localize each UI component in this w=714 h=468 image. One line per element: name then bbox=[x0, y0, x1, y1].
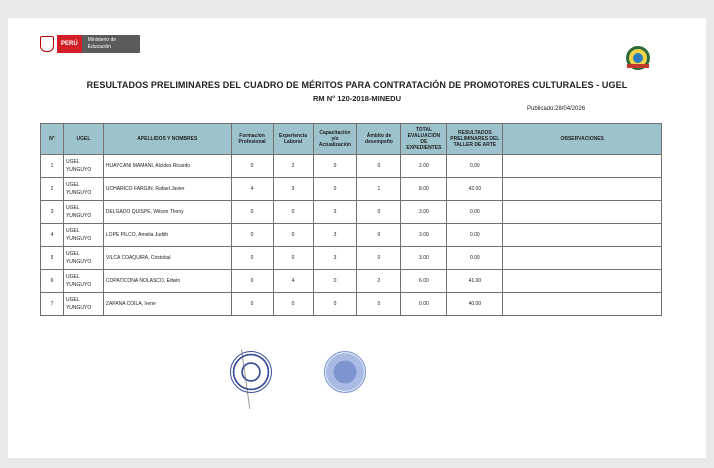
cell-formacion: 0 bbox=[231, 247, 273, 270]
merit-table bbox=[40, 123, 662, 316]
cell-observaciones bbox=[503, 155, 662, 178]
cell-observaciones bbox=[503, 293, 662, 316]
cell-total: 8.00 bbox=[401, 178, 447, 201]
cell-total: 0.00 bbox=[401, 293, 447, 316]
cell-total: 3.00 bbox=[401, 224, 447, 247]
cell-experiencia: 2 bbox=[273, 155, 313, 178]
cell-formacion: 0 bbox=[231, 293, 273, 316]
cell-number: 4 bbox=[41, 224, 64, 247]
cell-total: 3.00 bbox=[401, 201, 447, 224]
table-row bbox=[41, 201, 662, 224]
cell-experiencia: 0 bbox=[273, 201, 313, 224]
cell-total: 2.00 bbox=[401, 155, 447, 178]
cell-name: COPATICONA NOLASCO, Edwin bbox=[103, 270, 231, 293]
cell-name: HUAYCANI MAMANI, Alcides Ricardo bbox=[103, 155, 231, 178]
col-header-ugel: UGEL bbox=[63, 124, 103, 155]
cell-taller: 41.00 bbox=[447, 270, 503, 293]
cell-experiencia: 3 bbox=[273, 178, 313, 201]
cell-ambito: 0 bbox=[357, 201, 401, 224]
table-row bbox=[41, 155, 662, 178]
cell-formacion: 4 bbox=[231, 178, 273, 201]
document-title: RESULTADOS PRELIMINARES DEL CUADRO DE MÉRITOS PARA CONTRATACIÓN DE PROMOTORES CULTURALES - UGEL bbox=[86, 80, 628, 90]
col-header-number: N° bbox=[41, 124, 64, 155]
cell-ugel: UGEL YUNGUYO bbox=[63, 247, 103, 270]
cell-capacitacion: 3 bbox=[313, 201, 357, 224]
table-row bbox=[41, 247, 662, 270]
col-header-formacion: Formación Profesional bbox=[231, 124, 273, 155]
cell-experiencia: 0 bbox=[273, 224, 313, 247]
cell-observaciones bbox=[503, 270, 662, 293]
document-subtitle: RM N° 120-2018-MINEDU bbox=[312, 94, 402, 103]
cell-ugel: UGEL YUNGUYO bbox=[63, 293, 103, 316]
col-header-taller: RESULTADOS PRELIMINARES DEL TALLER DE ARTE bbox=[447, 124, 503, 155]
cell-number: 7 bbox=[41, 293, 64, 316]
cell-taller: 42.00 bbox=[447, 178, 503, 201]
published-date: Publicado:28/04/2026 bbox=[527, 106, 586, 112]
cell-capacitacion: 3 bbox=[313, 247, 357, 270]
cell-name: DELGADO QUISPE, Wilson Thony bbox=[103, 201, 231, 224]
cell-capacitacion: 3 bbox=[313, 224, 357, 247]
ugel-emblem-icon bbox=[625, 45, 651, 71]
cell-observaciones bbox=[503, 201, 662, 224]
cell-ambito: 1 bbox=[357, 178, 401, 201]
cell-capacitacion: 0 bbox=[313, 155, 357, 178]
table-row bbox=[41, 293, 662, 316]
cell-total: 3.00 bbox=[401, 247, 447, 270]
cell-observaciones bbox=[503, 178, 662, 201]
cell-ambito: 0 bbox=[357, 155, 401, 178]
cell-experiencia: 0 bbox=[273, 247, 313, 270]
cell-ugel: UGEL YUNGUYO bbox=[63, 270, 103, 293]
cell-ugel: UGEL YUNGUYO bbox=[63, 224, 103, 247]
cell-number: 5 bbox=[41, 247, 64, 270]
table-row bbox=[41, 224, 662, 247]
col-header-total: TOTAL EVALUACIÓN DE EXPEDIENTES bbox=[401, 124, 447, 155]
cell-name: UCHARICO FARGIN, Rafael Javier bbox=[103, 178, 231, 201]
cell-number: 6 bbox=[41, 270, 64, 293]
logo-ministry-label: Ministerio de Educación bbox=[82, 35, 140, 53]
official-seal-right bbox=[324, 351, 366, 393]
cell-ambito: 0 bbox=[357, 224, 401, 247]
cell-ugel: UGEL YUNGUYO bbox=[63, 155, 103, 178]
cell-name: LOPE PILCO, Amelia Judith bbox=[103, 224, 231, 247]
cell-formacion: 0 bbox=[231, 224, 273, 247]
cell-formacion: 0 bbox=[231, 155, 273, 178]
cell-number: 2 bbox=[41, 178, 64, 201]
col-header-name: APELLIDOS Y NOMBRES bbox=[103, 124, 231, 155]
col-header-observaciones: OBSERVACIONES bbox=[503, 124, 662, 155]
cell-taller: 40.00 bbox=[447, 293, 503, 316]
cell-capacitacion: 0 bbox=[313, 178, 357, 201]
cell-number: 3 bbox=[41, 201, 64, 224]
col-header-capacitacion: Capacitación y/o Actualización bbox=[313, 124, 357, 155]
cell-taller: 0.00 bbox=[447, 201, 503, 224]
peru-shield-icon bbox=[40, 36, 54, 52]
col-header-experiencia: Experiencia Laboral bbox=[273, 124, 313, 155]
cell-name: ZAPANA COILA, Irene bbox=[103, 293, 231, 316]
cell-ugel: UGEL YUNGUYO bbox=[63, 201, 103, 224]
cell-taller: 0.00 bbox=[447, 224, 503, 247]
cell-capacitacion: 0 bbox=[313, 293, 357, 316]
cell-taller: 0.00 bbox=[447, 247, 503, 270]
cell-ambito: 0 bbox=[357, 247, 401, 270]
minedu-logo bbox=[40, 34, 140, 54]
cell-ugel: UGEL YUNGUYO bbox=[63, 178, 103, 201]
cell-name: VILCA COAQUIRA, Cristobal bbox=[103, 247, 231, 270]
table-header-row bbox=[41, 124, 662, 155]
cell-observaciones bbox=[503, 224, 662, 247]
cell-observaciones bbox=[503, 247, 662, 270]
cell-ambito: 2 bbox=[357, 270, 401, 293]
cell-formacion: 0 bbox=[231, 270, 273, 293]
cell-ambito: 0 bbox=[357, 293, 401, 316]
cell-experiencia: 0 bbox=[273, 293, 313, 316]
logo-peru-label: PERÚ bbox=[57, 35, 82, 53]
cell-taller: 0.00 bbox=[447, 155, 503, 178]
cell-number: 1 bbox=[41, 155, 64, 178]
col-header-ambito: Ámbito de desempeño bbox=[357, 124, 401, 155]
cell-capacitacion: 0 bbox=[313, 270, 357, 293]
cell-formacion: 0 bbox=[231, 201, 273, 224]
cell-total: 6.00 bbox=[401, 270, 447, 293]
table-row bbox=[41, 270, 662, 293]
table-row bbox=[41, 178, 662, 201]
cell-experiencia: 4 bbox=[273, 270, 313, 293]
